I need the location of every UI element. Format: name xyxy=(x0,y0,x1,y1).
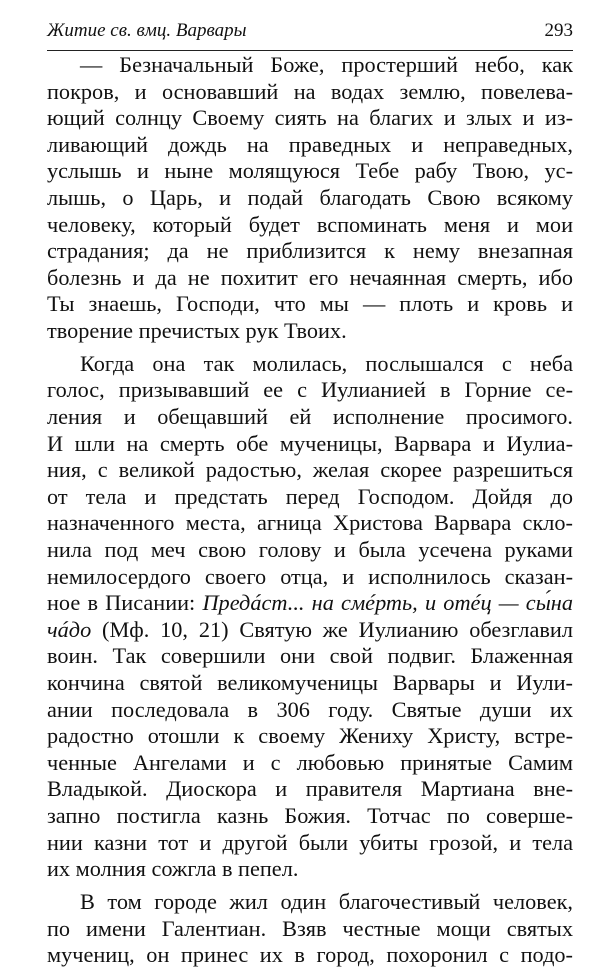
text-line-with-quote xyxy=(47,617,573,644)
text-line: Ты знаешь, Господи, что мы — плоть и кровь и xyxy=(47,291,573,317)
text-line-with-quote xyxy=(47,590,573,617)
text-line: ления и обещавший ей исполнение просимого. xyxy=(47,404,573,430)
text-line: воин. Так совершили они свой подвиг. Блаженная xyxy=(47,643,573,669)
text-line: голос, призывавший ее с Иулианией в Горние се- xyxy=(47,377,573,403)
text-line: назначенного места, агница Христова Варвара скло- xyxy=(47,510,573,536)
text-line: ании последовала в 306 году. Святые души их xyxy=(47,696,573,722)
text-line: услышь и ныне молящуюся Тебе рабу Твою, ус- xyxy=(47,158,573,184)
text-line: радостно отошли к своему Жениху Христу, встре- xyxy=(47,723,573,749)
text-line: их молния сожгла в пепел. xyxy=(47,856,299,882)
page-number: 293 xyxy=(544,20,573,41)
text-line: В том городе жил один благочестивый человек, xyxy=(80,889,573,914)
text-line: по имени Галентиан. Взяв честные мощи святых xyxy=(47,915,573,941)
text-line: болезнь и да не похитит его нечаянная смерть, ибо xyxy=(47,264,573,290)
paragraph-prayer xyxy=(47,52,573,345)
text-line: от тела и предстать перед Господом. Дойдя до xyxy=(47,483,573,509)
page-header xyxy=(47,14,573,51)
text-line: И шли на смерть обе мученицы, Варвара и Иулиа- xyxy=(47,430,573,456)
scripture-quote: Предáст... на смéрть, и отéц — сы́на xyxy=(202,590,574,616)
paragraph-martyrdom xyxy=(47,351,573,883)
text-line: нила под меч свою голову и была усечена руками xyxy=(47,536,573,562)
text-line: ченные Ангелами и с любовью принятые Самим xyxy=(47,749,573,775)
text-line: Владыкой. Диоскора и правителя Мартиана вне- xyxy=(47,776,573,802)
text-line: покров, и основавший на водах землю, повелева- xyxy=(47,78,573,104)
text-line: лышь, о Царь, и подай благодать Свою всякому xyxy=(47,184,573,210)
text-line: человеку, который будет вспоминать меня и мои xyxy=(47,211,573,237)
text-line: страдания; да не приблизится к нему внезапная xyxy=(47,238,573,264)
text-line: немилосердого своего отца, и исполнилось сказан- xyxy=(47,563,573,589)
page-body xyxy=(47,52,573,975)
text-line: запно постигла казнь Божия. Тотчас по соверше- xyxy=(47,802,573,828)
text-line: Когда она так молилась, послышался с неба xyxy=(80,350,573,376)
scripture-quote: чáдо xyxy=(47,616,92,642)
text-line: ния, с великой радостью, желая скорее разрешиться xyxy=(47,457,573,483)
plain-text: (Мф. 10, 21) Святую же Иулианию обезглавил xyxy=(91,616,573,642)
text-line: кончина святой великомученицы Варвары и Иули- xyxy=(47,669,573,695)
text-line: ливающий дождь на праведных и неправедных, xyxy=(47,131,573,157)
text-line: творение пречистых рук Твоих. xyxy=(47,317,347,343)
text-line: ющий солнцу Своему сиять на благих и злых и из- xyxy=(47,105,573,131)
text-line: мучениц, он принес их в город, похоронил с подо- xyxy=(47,942,573,968)
running-title: Житие св. вмц. Варвары xyxy=(47,20,247,41)
text-line: — Безначальный Боже, простерший небо, как xyxy=(80,52,573,77)
plain-text: ное в Писании: xyxy=(47,590,203,616)
paragraph-galentian xyxy=(47,889,573,969)
text-line: нии казни тот и другой были убиты грозой, и тела xyxy=(47,829,573,855)
